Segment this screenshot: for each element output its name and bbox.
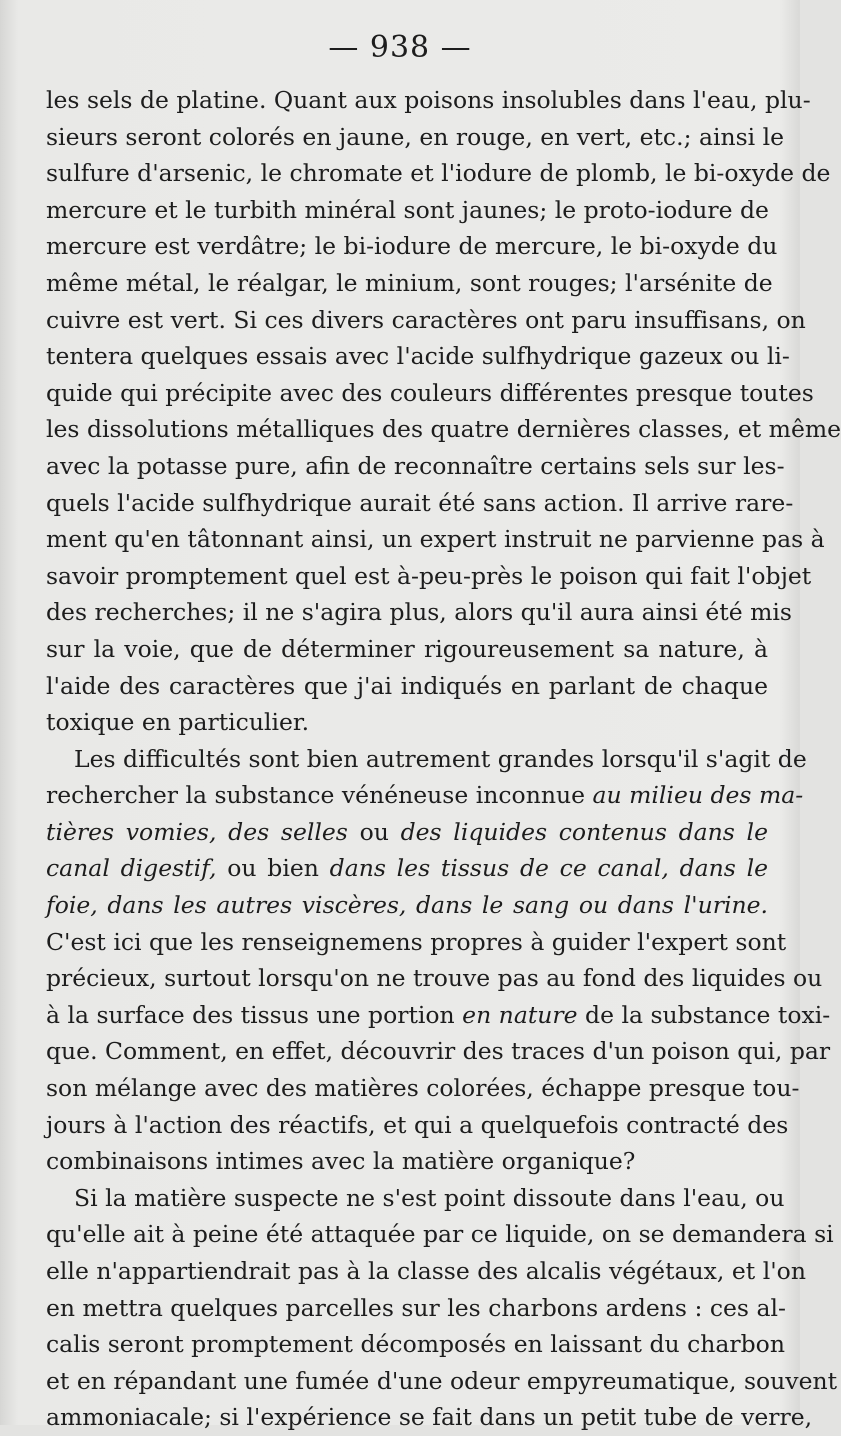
text-segment: toxique en particulier.	[46, 708, 310, 737]
text-line	[46, 485, 794, 522]
italic-text: tières vomies, des selles	[46, 817, 348, 846]
text-line	[46, 448, 785, 485]
text-line	[46, 1363, 838, 1400]
text-line	[46, 1253, 806, 1290]
text-segment: et en répandant une fumée d'une odeur empyreumatique, souvent	[46, 1366, 838, 1395]
italic-text: des liquides contenus dans le	[400, 817, 768, 846]
text-segment: ammoniacale; si l'expérience se fait dans un petit tube de verre,	[46, 1403, 813, 1432]
text-line	[46, 777, 804, 814]
text-line	[46, 1107, 789, 1144]
text-line	[46, 82, 811, 119]
text-segment: même métal, le réalgar, le minium, sont rouges; l'arsénite de	[46, 268, 773, 297]
text-line	[46, 741, 807, 778]
text-line	[46, 594, 792, 631]
text-line	[46, 119, 785, 156]
text-line	[46, 1033, 831, 1070]
text-line	[46, 1290, 786, 1327]
text-segment: jours à l'action des réactifs, et qui a quelquefois contracté des	[46, 1110, 789, 1139]
text-line	[46, 1180, 785, 1217]
text-line	[46, 228, 778, 265]
text-line	[46, 924, 787, 961]
italic-text: foie, dans les autres viscères, dans le sang ou dans l'urine.	[46, 891, 768, 920]
text-segment: Les difficultés sont bien autrement grandes lorsqu'il s'agit de	[74, 744, 807, 773]
text-segment: cuivre est vert. Si ces divers caractères ont paru insuffisans, on	[46, 305, 806, 334]
italic-text: en nature	[462, 1000, 578, 1029]
text-line	[46, 302, 806, 339]
text-segment: tentera quelques essais avec l'acide sulfhydrique gazeux ou li-	[46, 342, 790, 371]
text-segment: mercure et le turbith minéral sont jaunes; le proto-iodure de	[46, 195, 769, 224]
body-text	[46, 82, 841, 1436]
page-number: — 938 —	[328, 30, 472, 65]
text-segment: en mettra quelques parcelles sur les charbons ardens : ces al-	[46, 1293, 786, 1322]
text-segment: combinaisons intimes avec la matière organique?	[46, 1147, 636, 1176]
text-line	[46, 997, 831, 1034]
text-segment: savoir promptement quel est à-peu-près le poison qui fait l'objet	[46, 561, 812, 590]
text-segment: ou bien	[216, 854, 330, 883]
text-line	[46, 1399, 813, 1436]
text-segment: que. Comment, en effet, découvrir des traces d'un poison qui, par	[46, 1037, 831, 1066]
text-segment: de la substance toxi-	[577, 1000, 831, 1029]
text-segment: C'est ici que les renseignemens propres à guider l'expert sont	[46, 927, 787, 956]
text-line	[46, 411, 841, 448]
text-segment: les dissolutions métalliques des quatre dernières classes, et même	[46, 415, 841, 444]
text-line	[46, 960, 823, 997]
text-line	[46, 558, 812, 595]
text-line	[46, 1216, 834, 1253]
text-segment: l'aide des caractères que j'ai indiqués en parlant de chaque	[46, 671, 768, 700]
text-line	[46, 814, 768, 851]
text-segment: sieurs seront colorés en jaune, en rouge, en vert, etc.; ainsi le	[46, 122, 785, 151]
text-line	[46, 375, 814, 412]
text-line	[46, 1070, 800, 1107]
text-line	[46, 850, 768, 887]
text-segment: son mélange avec des matières colorées, échappe presque tou-	[46, 1074, 800, 1103]
text-segment: ment qu'en tâtonnant ainsi, un expert instruit ne parvienne pas à	[46, 525, 825, 554]
text-line	[46, 1143, 768, 1180]
text-segment: les sels de platine. Quant aux poisons insolubles dans l'eau, plu-	[46, 86, 811, 114]
text-line	[46, 631, 768, 668]
text-line	[46, 668, 768, 705]
text-segment: Si la matière suspecte ne s'est point dissoute dans l'eau, ou	[74, 1183, 785, 1212]
text-line	[46, 155, 831, 192]
text-segment: ou	[347, 817, 401, 846]
text-line	[46, 265, 773, 302]
text-segment: des recherches; il ne s'agira plus, alors qu'il aura ainsi été mis	[46, 598, 792, 627]
text-segment: précieux, surtout lorsqu'on ne trouve pas au fond des liquides ou	[46, 964, 823, 993]
text-segment: sur la voie, que de déterminer rigoureusement sa nature, à	[46, 634, 768, 663]
text-line	[46, 521, 825, 558]
text-segment: mercure est verdâtre; le bi-iodure de mercure, le bi-oxyde du	[46, 232, 778, 261]
text-line	[46, 1326, 785, 1363]
text-segment: à la surface des tissus une portion	[46, 1000, 463, 1029]
italic-text: au milieu des ma-	[592, 781, 804, 810]
text-segment: calis seront promptement décomposés en laissant du charbon	[46, 1330, 785, 1359]
text-line	[46, 192, 768, 229]
text-line	[46, 704, 768, 741]
text-segment: rechercher la substance vénéneuse inconnue	[46, 781, 593, 810]
text-line	[46, 887, 768, 924]
text-line	[46, 338, 790, 375]
text-segment: elle n'appartiendrait pas à la classe des alcalis végétaux, et l'on	[46, 1257, 806, 1285]
text-segment: quide qui précipite avec des couleurs différentes presque toutes	[46, 378, 814, 407]
text-segment: sulfure d'arsenic, le chromate et l'iodure de plomb, le bi-oxyde de	[46, 159, 831, 188]
text-segment: avec la potasse pure, afin de reconnaître certains sels sur les-	[46, 451, 785, 480]
italic-text: dans les tissus de ce canal, dans le	[329, 854, 769, 883]
text-segment: quels l'acide sulfhydrique aurait été sans action. Il arrive rare-	[46, 488, 794, 517]
text-segment: qu'elle ait à peine été attaquée par ce liquide, on se demandera si	[46, 1220, 834, 1249]
italic-text: canal digestif,	[46, 854, 217, 883]
